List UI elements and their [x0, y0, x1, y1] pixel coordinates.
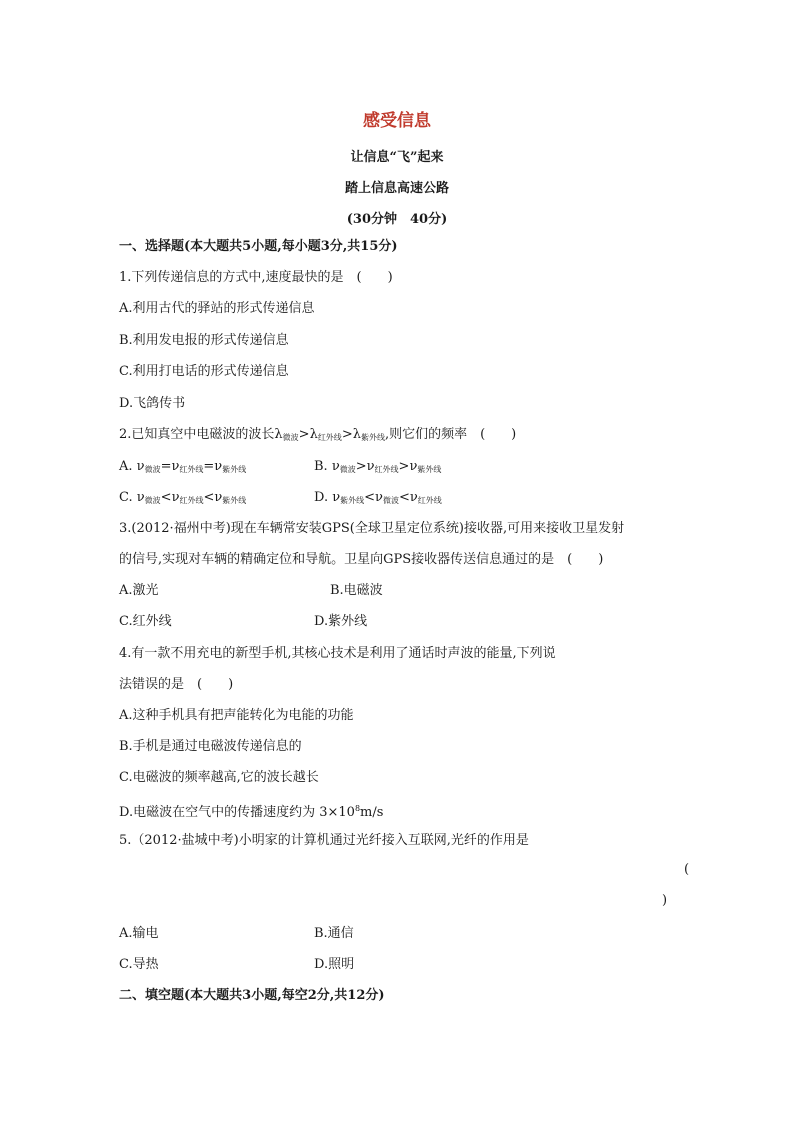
question-4-stem-line-1: 4.有一款不用充电的新型手机,其核心技术是利用了通话时声波的能量,下列说 — [119, 646, 556, 661]
question-1-option-b: B.利用发电报的形式传递信息 — [119, 333, 289, 348]
question-2-stem: 2.已知真空中电磁波的波长λ微波>λ红外线>λ紫外线,则它们的频率 ( ) — [119, 427, 517, 442]
question-1-stem: 1.下列传递信息的方式中,速度最快的是 ( ) — [119, 270, 393, 285]
question-5-option-c: C.导热 — [119, 957, 159, 972]
question-2-option-b: B. ν微波>ν红外线>ν紫外线 — [314, 459, 442, 474]
question-2-option-a: A. ν微波=ν红外线=ν紫外线 — [119, 459, 247, 474]
document-title: 感受信息 — [363, 111, 431, 131]
section-1-heading: 一、选择题(本大题共5小题,每小题3分,共15分) — [119, 239, 398, 254]
question-2-option-d: D. ν紫外线<ν微波<ν红外线 — [314, 490, 442, 505]
question-5-option-d: D.照明 — [314, 957, 355, 972]
question-4-option-c: C.电磁波的频率越高,它的波长越长 — [119, 770, 319, 785]
question-3-option-c: C.红外线 — [119, 614, 172, 629]
question-3-option-a: A.激光 — [119, 583, 159, 598]
subtitle-2: 踏上信息高速公路 — [344, 181, 449, 196]
question-4-stem-line-2: 法错误的是 ( ) — [119, 677, 234, 692]
question-3-option-d: D.紫外线 — [314, 614, 368, 629]
question-4-option-b: B.手机是通过电磁波传递信息的 — [119, 739, 302, 754]
answer-paren-close: ) — [662, 893, 668, 908]
answer-paren-open: ( — [684, 862, 690, 877]
subtitle-1: 让信息“飞”起来 — [350, 150, 444, 165]
question-4-option-d: D.电磁波在空气中的传播速度约为 $3\times 10^8m/s$ — [119, 804, 384, 820]
time-and-score: (30分钟 40分) — [346, 212, 448, 227]
question-3-stem-line-2: 的信号,实现对车辆的精确定位和导航。卫星向GPS接收器传送信息通过的是 ( ) — [119, 552, 604, 567]
question-5-option-b: B.通信 — [314, 926, 354, 941]
question-5-stem: 5.（2012·盐城中考)小明家的计算机通过光纤接入互联网,光纤的作用是 — [119, 833, 529, 848]
section-2-heading: 二、填空题(本大题共3小题,每空2分,共12分) — [119, 988, 385, 1003]
question-1-option-d: D.飞鸽传书 — [119, 396, 186, 411]
question-1-option-a: A.利用古代的驿站的形式传递信息 — [119, 301, 315, 316]
question-5-option-a: A.输电 — [119, 926, 159, 941]
question-4-option-a: A.这种手机具有把声能转化为电能的功能 — [119, 708, 354, 723]
question-3-option-b: B.电磁波 — [330, 583, 383, 598]
question-2-option-c: C. ν微波<ν红外线<ν紫外线 — [119, 490, 247, 505]
question-2-stem-text: 2.已知真空中电磁波的波长 — [119, 427, 275, 442]
question-1-option-c: C.利用打电话的形式传递信息 — [119, 364, 289, 379]
question-3-stem-line-1: 3.(2012·福州中考)现在车辆常安装GPS(全球卫星定位系统)接收器,可用来接收卫星发射 — [119, 521, 625, 536]
